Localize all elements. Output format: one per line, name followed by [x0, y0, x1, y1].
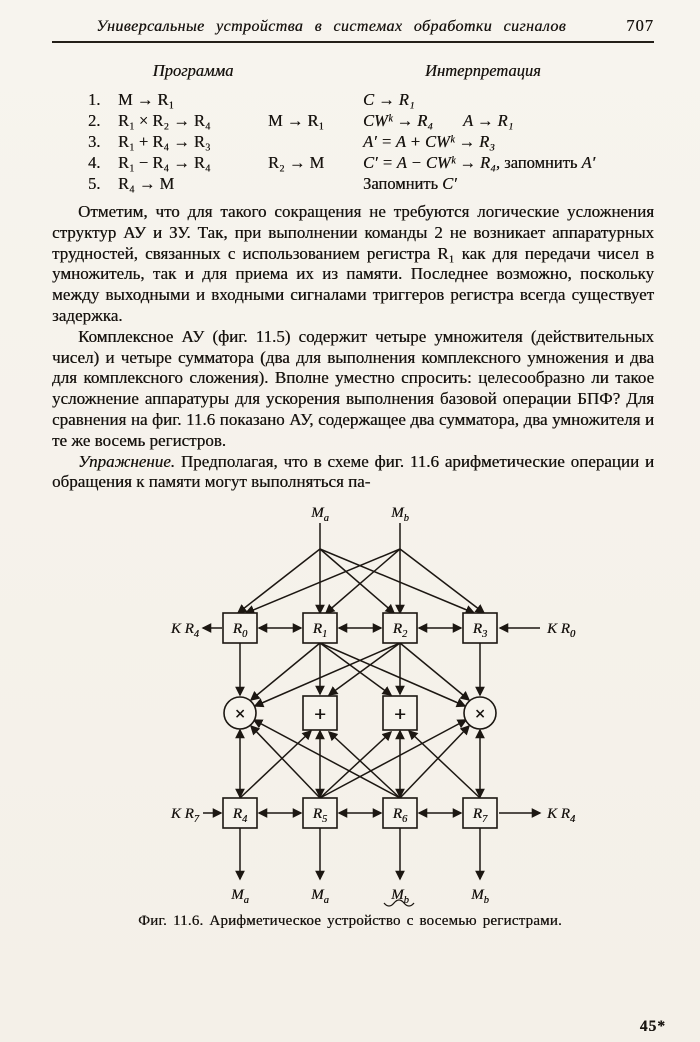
multiply-symbol-left: ×: [234, 704, 246, 726]
row-number: 3.: [88, 132, 101, 151]
side-label-kr4-bottom: K $R_4$: [547, 806, 576, 826]
program-cell: R₄ → M: [118, 174, 175, 193]
diagram-nodes: [223, 613, 497, 828]
program-cell: R₁ × R₂ → R₄: [118, 111, 211, 130]
program-table: [88, 61, 652, 194]
output-label-mb-1: $M_b$: [391, 887, 409, 907]
register-label-r6: $R_6$: [392, 806, 408, 826]
paragraph-2: Комплексное АУ (фиг. 11.5) содержит четыре умножителя (действительных чисел) и четыре сумматора (два для выполнения комплексного умножения и два для комплексного сложения). Вполне уместно спросить: целесообразно ли такое усложнение аппаратуры для ускорения выполнения базовой операции БПФ? Для сравнения на фиг. 11.6 показано АУ, содержащее два сумматора, два умножителя и те же восемь регистров.: [52, 326, 654, 450]
register-label-r4: $R_4$: [232, 806, 248, 826]
register-label-r7: $R_7$: [472, 806, 488, 826]
book-page: [0, 16, 700, 1042]
table-row: [88, 152, 652, 173]
program-cell: R₁ + R₄ → R₃: [118, 132, 211, 151]
output-label-ma-2: $M_a$: [311, 887, 329, 907]
side-label-kr0-top: K $R_0$: [547, 621, 576, 641]
column-header-interpretation: Интерпретация: [425, 61, 541, 80]
plus-symbol-right: +: [394, 702, 406, 727]
table-row: [88, 131, 652, 152]
paragraph-1: Отметим, что для такого сокращения не требуются логические усложнения структур АУ и ЗУ. Так, при выполнении команды 2 не возникает аппаратурных трудностей, связанных с использованием регистра R₁ как для передачи чисел в умножитель, так и для приема их из памяти. Последнее возможно, поскольку между выходными и входными сигналами триггеров регистра всегда существует задержка.: [52, 202, 654, 325]
multiply-symbol-right: ×: [474, 704, 486, 726]
input-label-ma: $M_a$: [311, 505, 329, 525]
table-header-row: [88, 61, 652, 81]
interpretation-cell: Запомнить C′: [363, 174, 457, 193]
program-cell: M → R₁: [118, 90, 175, 109]
interpretation-cell: A′ = A + CWᵏ → R₃: [363, 132, 495, 151]
output-label-ma-1: $M_a$: [231, 887, 249, 907]
register-label-r2: $R_2$: [392, 621, 408, 641]
column-header-program: Программа: [152, 61, 234, 80]
row-number: 1.: [88, 90, 101, 109]
side-label-kr7-bottom: K $R_7$: [170, 806, 199, 826]
paragraph-3: Упражнение. Предполагая, что в схеме фиг. 11.6 арифметические операции и обращения к памяти могут выполняться па-: [52, 451, 655, 492]
output-label-mb-2: $M_b$: [471, 887, 489, 907]
register-label-r3: $R_3$: [472, 621, 488, 641]
program-cell: R₁ − R₄ → R₄: [118, 153, 211, 172]
figure-11-6-diagram: [0, 501, 700, 913]
interpretation-cell: CWᵏ → R₄ A → R₁: [363, 111, 514, 130]
side-label-kr4-top: K $R_4$: [170, 621, 199, 641]
interpretation-cell: C′ = A − CWᵏ → R₄, запомнить A′: [363, 153, 596, 172]
plus-symbol-left: +: [314, 702, 326, 727]
table-row: [88, 110, 652, 131]
signature-mark: 45*: [639, 1018, 666, 1035]
running-header: [52, 16, 654, 43]
row-number: 4.: [88, 153, 101, 172]
row-number: 5.: [88, 174, 101, 193]
page-number: 707: [626, 16, 654, 35]
interpretation-cell: C → R₁: [363, 90, 415, 109]
input-label-mb: $M_b$: [391, 505, 409, 525]
row-number: 2.: [88, 111, 101, 130]
register-label-r1: $R_1$: [312, 621, 328, 641]
header-title: Универсальные устройства в системах обработки сигналов: [96, 18, 567, 35]
table-row: [88, 89, 652, 110]
register-label-r0: $R_0$: [232, 621, 248, 641]
table-row: [88, 173, 652, 194]
program-cell-2: M → R₁: [268, 111, 325, 130]
exercise-lead: Упражнение.: [78, 451, 175, 471]
body-text: [52, 202, 654, 493]
register-label-r5: $R_5$: [312, 806, 328, 826]
program-cell-2: R₂ → M: [268, 153, 325, 172]
figure-caption: Фиг. 11.6. Арифметическое устройство с восемью регистрами.: [138, 913, 562, 930]
